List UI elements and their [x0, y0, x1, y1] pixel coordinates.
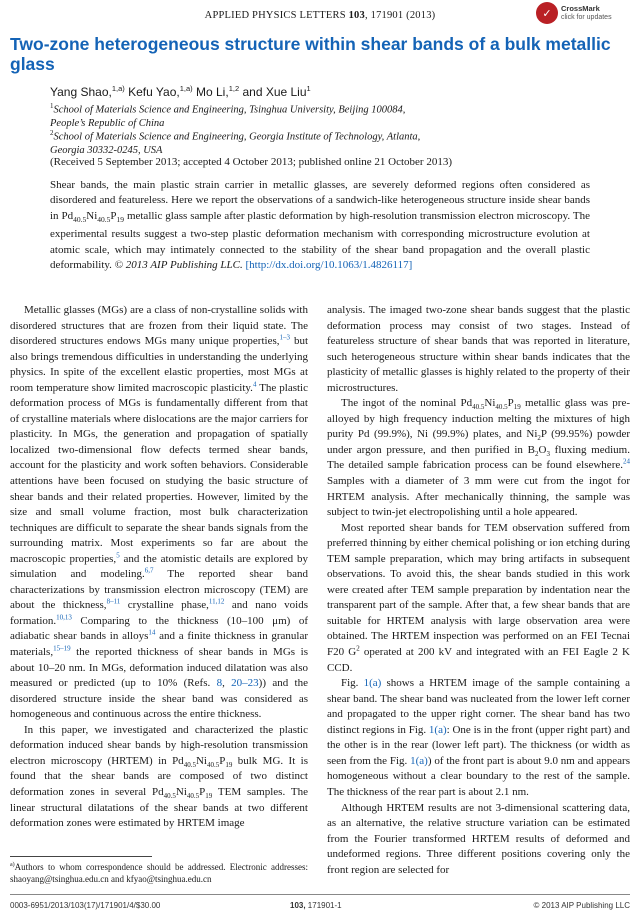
crossmark-badge[interactable]	[536, 2, 612, 24]
reference-link[interactable]: 11,12	[208, 597, 225, 606]
author-list	[50, 84, 311, 99]
footer-page-number: 103, 171901-1	[290, 901, 342, 910]
author-name: and Xue Liu	[242, 85, 307, 99]
paragraph: analysis. The imaged two-zone shear bands suggest that the plastic deformation process may consist of two stages. Instead of featureless structure of shear bands that was reported in literature, such heterogeneous structure within shear bands indicates that the plasticity of metallic glasses is highly related to the property of their microstructures.	[327, 304, 630, 394]
reference-link[interactable]: 6,7	[144, 566, 154, 575]
article-number: 171901 (2013)	[370, 10, 436, 21]
author-affiliation-mark: 1,a)	[111, 84, 125, 93]
article-title: Two-zone heterogeneous structure within shear bands of a bulk metallic glass	[10, 34, 611, 74]
doi-link[interactable]: [http://dx.doi.org/10.1063/1.4826117]	[245, 259, 413, 272]
alloy-formula: $Pd_{40.5}Ni_{40.5}P_{19}$	[61, 209, 124, 224]
reference-link[interactable]: 10,13	[56, 613, 72, 622]
journal-name: APPLIED PHYSICS LETTERS	[204, 10, 346, 21]
author-affiliation-mark: 1,a)	[179, 84, 193, 93]
volume-number: 103	[348, 10, 365, 21]
running-head: APPLIED PHYSICS LETTERS 103, 171901 (2013)	[204, 10, 436, 21]
body-column-left	[10, 303, 308, 855]
paragraph: The ingot of the nominal $Pd_{40.5}Ni_{40.5}P_{19}$ metallic glass was pre-alloyed by high frequency induction melting the mixtures of high purity Pd (99.9%), Ni (99.9%) plates, and $Ni_2P$ (99.95%) powder under argon pressure, and then purified in $B_2O_3$ fluxing medium. The detailed sample fabrication process can be found elsewhere.$^{24}$ Samples with a diameter of 3 mm were cut from the ingot for HRTEM analysis. After mechanically thinning, the sample was subject to twin-jet electropolishing until a hole appeared.	[327, 397, 630, 519]
reference-link[interactable]: 20–23	[231, 677, 259, 690]
footer-issn: 0003-6951/2013/103(17)/171901/4/$30.00	[10, 901, 161, 910]
copyright-notice: © 2013 AIP Publishing LLC.	[114, 259, 243, 272]
paragraph: Fig. 1(a) shows a HRTEM image of the sample containing a shear band. The shear band was nucleated from the lower left corner and propagated to the upper right corner. The shear band has two distinct regions in Fig. 1(a): One is in the front (upper right part) and the other is in the rear (lower left part). The thickness (or width as seen from the Fig. 1(a)) of the front part is about 9.0 nm and appears homogeneous without a clear boundary to the rest of the sample. The thickness of the rear part is about 2.1 nm.	[327, 677, 630, 798]
reference-link[interactable]: 24	[623, 457, 630, 466]
figure-link[interactable]: 1(a)	[428, 723, 447, 736]
crossmark-logo-icon: ✓	[536, 2, 558, 24]
reference-link[interactable]: 8	[216, 677, 223, 690]
reference-link[interactable]: 4	[252, 380, 257, 389]
footer-copyright: © 2013 AIP Publishing LLC	[533, 901, 630, 910]
abstract: Shear bands, the main plastic strain carrier in metallic glasses, are severely deformed regions often considered as disordered and featureless. Here we report the observations of a sandwich-like heterogeneous structure inside shear bands in $Pd_{40.5}Ni_{40.5}P_{19}$ metallic glass sample after plastic deformation by high-resolution transmission electron microscopy. The experimental results suggest a two-step plastic deformation mechanism with corresponding microstructure evolution at atomic scale, which may intimately connected to the stability of the shear band propagation and the overall plastic deformability. © 2013 AIP Publishing LLC. [http://dx.doi.org/10.1063/1.4826117]	[50, 179, 590, 272]
author-affiliation-mark: 1,2	[228, 84, 240, 93]
reference-link[interactable]: 1–3	[279, 333, 291, 342]
author-name: Kefu Yao,	[128, 85, 180, 99]
paragraph: Metallic glasses (MGs) are a class of non-crystalline solids with disordered structures that are frozen from their liquid state. The disordered structures endows MGs many unique properties,$^{1-3}$ but also brings tremendous difficulties in understanding the underlying physics. In spite of the excellent elastic properties, most MGs at room temperature show limited macroscopic plasticity.$^4$ The plastic deformation process of MGs is fundamentally different from that of crystalline materials where dislocations are the major carriers for plasticity. In MGs, the generation and propagation of spatially localized two-dimensional flow defects termed shear bands, account for the plasticity and work soften behaviors. Considerable attentions have been focused on studying the basic structure of shear bands and their related properties. However, limited by the size and small volume fraction, most bulk characterization techniques are difficult to separate the shear bands signals from the surrounding matrix. Most experiments so far are about the macroscopic properties,$^5$ and the atomistic details are explored by simulation and modeling.$^{6,7}$ The reported shear band characterizations by transmission electron microscopy (TEM) are about the thickness,$^{8-11}$ crystalline phase,$^{11,12}$ and nano voids formation.$^{10,13}$ Comparing to the thickness (10–100 μm) of adiabatic shear bands in alloys$^{14}$ and a finite thickness in granular materials,$^{15-19}$ the reported thickness of shear bands in MGs is about 10–20 nm. In MGs, deformation induced dilatation was also measured or predicted (up to 10% (Refs. 8, 20–23)) and the disordered structure inside the shear band was considered as homogeneous and continuous across the entire thickness.	[10, 304, 308, 721]
reference-link[interactable]: 15–19	[53, 644, 71, 653]
paragraph: In this paper, we investigated and characterized the plastic deformation induced shear bands by high-resolution transmission electron microscopy (HRTEM) in $Pd_{40.5}Ni_{40.5}P_{19}$ bulk MG. It is found that the shear bands are composed of two distinct deformation zones in several $Pd_{40.5}Ni_{40.5}P_{19}$ TEM samples. The linear structural dilatations of the shear bands at two different deformation zones were estimated by HRTEM image	[10, 723, 308, 830]
figure-link[interactable]: 1(a)	[410, 754, 428, 767]
author-affiliation-mark: 1	[306, 84, 311, 93]
footnote-divider	[10, 856, 152, 857]
reference-link[interactable]: 5	[116, 551, 120, 560]
paragraph: Although HRTEM results are not 3-dimensional scattering data, as an alternative, the relative structure variation can be estimated from the Fourier transformed HRTEM results of deformed and undeformed regions. Three different positions covering only the front region are selected for	[327, 801, 630, 876]
correspondence-footnote: $^{a)}$Authors to whom correspondence should be addressed. Electronic addresses: shaoyang@tsinghua.edu.cn and kfyao@tsinghua.edu.cn	[10, 862, 308, 884]
author-name: Yang Shao,	[50, 85, 112, 99]
paragraph: Most reported shear bands for TEM observation suffered from preferred thinning by either chemical polishing or ion etching during TEM sample preparation, which may bring artifacts in subsequent observations. To avoid this, the shear bands studied in this work were created after TEM sample preparation by indentation near the transparent part of the sample. After that, a few shear bands that are suitable for HRTEM analysis with large observation area were obtained. The HRTEM inspection was performed on an FEI Tecnai F20 $G^2$ operated at 200 kV and integrated with an FEI Eagle 2 K CCD.	[327, 521, 630, 674]
affiliation-2: $^2$School of Materials Science and Engineering, Georgia Institute of Technology, Atlanta, Georgia 30332-0245, USA	[50, 129, 421, 156]
crossmark-label: CrossMark click for updates	[561, 3, 612, 21]
reference-link[interactable]: 14	[148, 628, 156, 637]
received-dates: (Received 5 September 2013; accepted 4 October 2013; published online 21 October 2013)	[50, 156, 452, 168]
footer-divider	[10, 894, 630, 895]
figure-link[interactable]: 1(a)	[363, 677, 382, 690]
affiliation-1: $^1$School of Materials Science and Engineering, Tsinghua University, Beijing 100084, People’s Republic of China	[50, 102, 406, 129]
body-column-right	[327, 303, 630, 903]
author-name: Mo Li,	[196, 85, 229, 99]
reference-link[interactable]: 8–11	[106, 597, 121, 606]
